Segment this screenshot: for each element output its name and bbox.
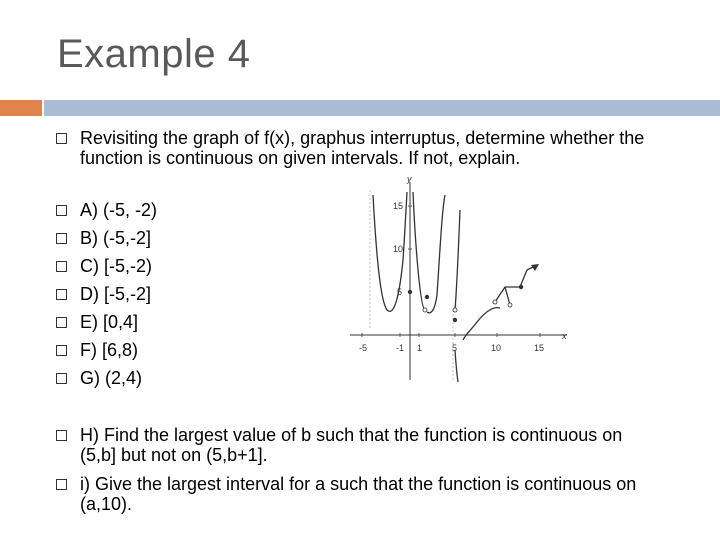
y-axis-label: y: [407, 174, 412, 184]
list-item-text: i) Give the largest interval for a such that the function is continuous on (a,10).: [80, 474, 637, 514]
x-tick-label: -1: [396, 343, 405, 353]
function-graph: [345, 170, 575, 385]
x-tick-label: 15: [534, 343, 545, 353]
bullet-box-icon: [56, 317, 67, 328]
list-item-text: E) [0,4]: [80, 312, 139, 332]
bullet-box-icon: [56, 261, 67, 272]
list-item-text: F) [6,8): [80, 340, 139, 360]
bullet-box-icon: [56, 430, 67, 441]
y-tick-label: 5: [397, 287, 403, 297]
bullet-box-icon: [56, 233, 67, 244]
list-item-text: B) (-5,-2]: [80, 228, 152, 248]
list-item-text: Revisiting the graph of f(x), graphus interruptus, determine whether the function is continuous on given intervals. If not, explain.: [80, 128, 645, 168]
x-tick-label: 1: [417, 343, 423, 353]
header-divider-bar: [42, 100, 720, 116]
bullet-box-icon: [56, 345, 67, 356]
bullet-box-icon: [56, 205, 67, 216]
header-accent-bar: [0, 100, 42, 116]
list-item-text: A) (-5, -2): [80, 200, 158, 220]
header-bar-separator: [42, 100, 44, 116]
slide-title: Example 4: [57, 32, 251, 76]
bullet-box-icon: [56, 479, 67, 490]
bullet-box-icon: [56, 289, 67, 300]
x-axis-label: x: [562, 331, 567, 341]
list-item-text: C) [-5,-2): [80, 256, 152, 276]
list-item-text: H) Find the largest value of b such that the function is continuous on (5,b] but not on (5,b+1].: [80, 425, 623, 465]
bullet-box-icon: [56, 133, 67, 144]
y-tick-label: 10: [393, 244, 404, 254]
x-tick-label: 5: [452, 343, 458, 353]
y-tick-label: 15: [393, 201, 404, 211]
x-tick-label: 10: [491, 343, 502, 353]
list-item-text: D) [-5,-2]: [80, 284, 152, 304]
list-item-text: G) (2,4): [80, 368, 143, 388]
bullet-box-icon: [56, 373, 67, 384]
x-tick-label: -5: [359, 343, 368, 353]
